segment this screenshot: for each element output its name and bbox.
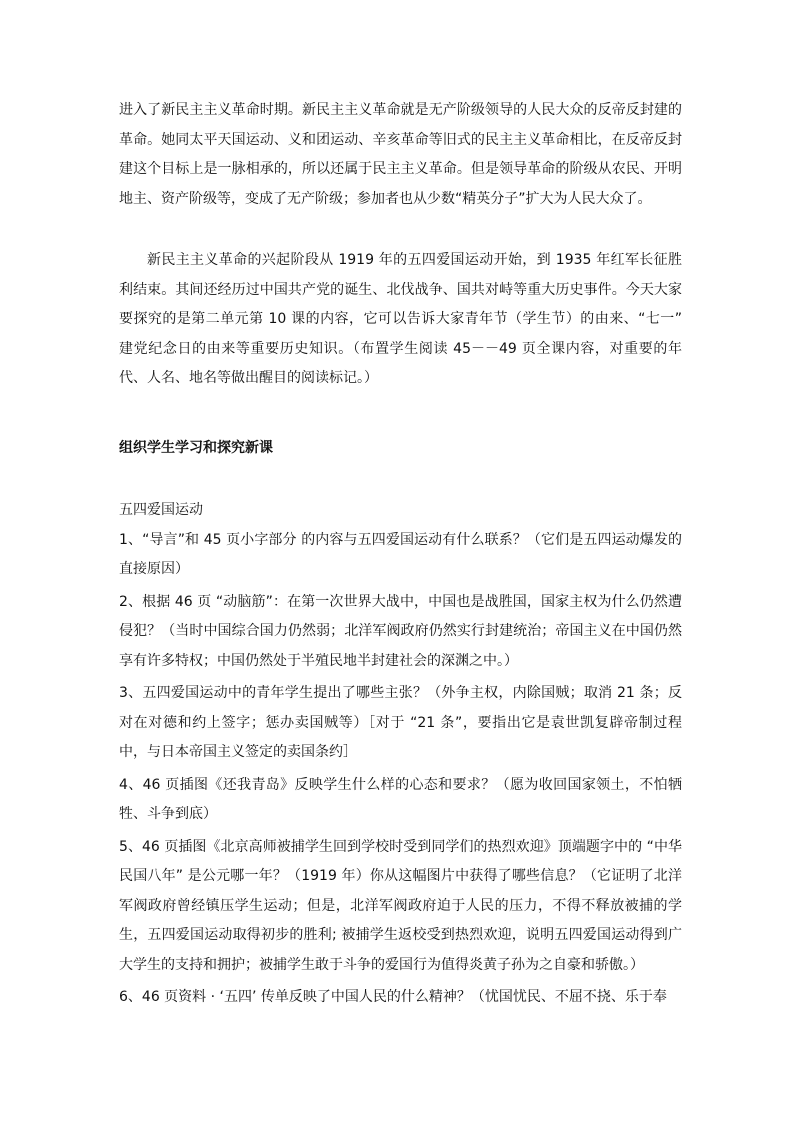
question-item: 5、46 页插图《北京高师被捕学生回到学校时受到同学们的热烈欢迎》顶端题字中的 “中华民国八年” 是公元哪一年？（1919 年）你从这幅图片中获得了哪些信息？（它证明了北洋军阀政府曾经镇压学生运动；但是，北洋军阀政府迫于人民的压力，不得不释放被捕的学生，五四爱国运动取得初步的胜利; 被捕学生返校受到热烈欢迎，说明五四爱国运动得到广大学生的支持和拥护；被捕学生敢于斗争的爱国行为值得炎黄子孙为之自豪和骄傲。） xyxy=(119,838,682,973)
subsection-title: 五四爱国运动 xyxy=(119,502,203,518)
intro-paragraph-1: 进入了新民主主义革命时期。新民主主义革命就是无产阶级领导的人民大众的反帝反封建的革命。她同太平天国运动、义和团运动、辛亥革命等旧式的民主主义革命相比，在反帝反封建这个目标上是一脉相承的，所以还属于民主主义革命。但是领导革命的阶级从农民、开明地主、资产阶级等，变成了无产阶级；参加者也从少数“精英分子”扩大为人民大众了。 xyxy=(119,102,682,207)
question-item: 6、46 页资料 · ‘五四’ 传单反映了中国人民的什么精神？（忧国忧民、不屈不挠、乐于奉 xyxy=(119,989,667,1005)
intro-paragraph-2: 新民主主义革命的兴起阶段从 1919 年的五四爱国运动开始，到 1935 年红军长征胜利结束。其间还经历过中国共产党的诞生、北伐战争、国共对峙等重大历史事件。今天大家要探究的是第二单元第 10 课的内容，它可以告诉大家青年节（学生节）的由来、“七一” 建党纪念日的由来等重要历史知识。（布置学生阅读 45－－49 页全课内容，对重要的年代、人名、地名等做出醒目的阅读标记。） xyxy=(119,252,682,386)
question-item: 4、46 页插图《还我青岛》反映学生什么样的心态和要求？（愿为收回国家领土，不怕牺牲、斗争到底） xyxy=(119,776,682,822)
question-item: 1、“导言”和 45 页小字部分 的内容与五四爱国运动有什么联系？（它们是五四运动爆发的直接原因） xyxy=(119,531,682,577)
question-item: 2、根据 46 页 “动脑筋”：在第一次世界大战中，中国也是战胜国，国家主权为什么仍然遭侵犯？（当时中国综合国力仍然弱；北洋军阀政府仍然实行封建统治；帝国主义在中国仍然享有许多特权；中国仍然处于半殖民地半封建社会的深渊之中。） xyxy=(119,593,682,669)
section-heading: 组织学生学习和探究新课 xyxy=(119,439,273,456)
question-item: 3、五四爱国运动中的青年学生提出了哪些主张？（外争主权，内除国贼；取消 21 条；反对在对德和约上签字；惩办卖国贼等）［对于 “21 条”，要指出它是袁世凯复辟帝制过程中，与日本帝国主义签定的卖国条约］ xyxy=(119,685,682,760)
